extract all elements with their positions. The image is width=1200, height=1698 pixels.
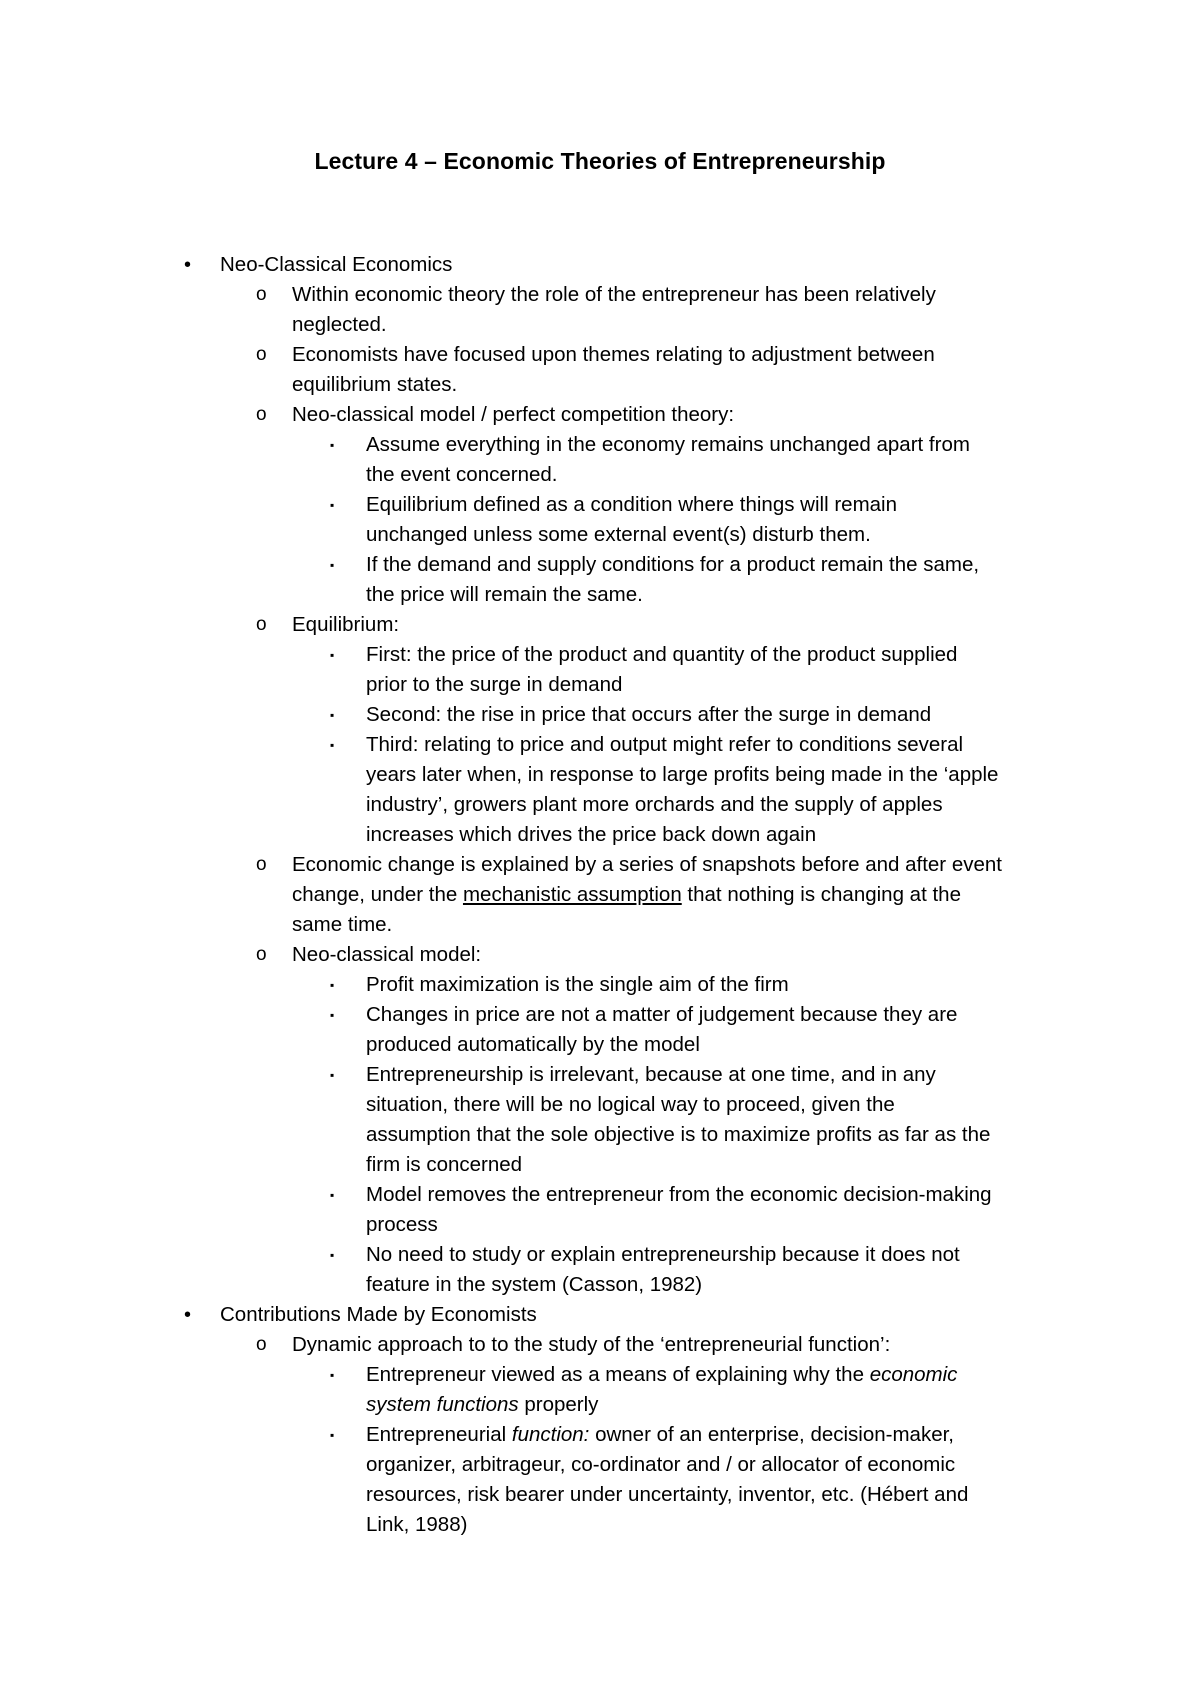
list-item-text: the event concerned. xyxy=(366,463,558,486)
list-item-text: Assume everything in the economy remains unchanged apart from xyxy=(366,433,970,456)
text-run: properly xyxy=(518,1393,599,1416)
list-item-text: Neo-classical model / perfect competition theory: xyxy=(292,403,735,426)
list-item-text xyxy=(366,1360,957,1390)
list-item-text: produced automatically by the model xyxy=(366,1033,700,1056)
list-item-text: Dynamic approach to to the study of the ‘entrepreneurial function’: xyxy=(292,1333,891,1356)
square-bullet-marker: ▪ xyxy=(330,978,335,992)
section-heading-neo-classical: Neo-Classical Economics xyxy=(220,253,453,276)
sub-bullet-marker: o xyxy=(256,284,267,305)
italic-term: economic xyxy=(869,1363,958,1386)
sub-bullet-marker: o xyxy=(256,1334,267,1355)
list-item-text xyxy=(366,1420,954,1450)
sub-bullet-marker: o xyxy=(256,344,267,365)
list-item-text: equilibrium states. xyxy=(292,373,458,396)
list-item-text: resources, risk bearer under uncertainty, inventor, etc. (Hébert and xyxy=(366,1483,969,1506)
list-item-text: Entrepreneurship is irrelevant, because at one time, and in any xyxy=(366,1063,936,1086)
square-bullet-marker: ▪ xyxy=(330,1068,335,1082)
text-run: that nothing is changing at the xyxy=(681,883,961,906)
section-heading-contributions: Contributions Made by Economists xyxy=(220,1303,537,1326)
list-item-text: increases which drives the price back down again xyxy=(366,823,817,846)
list-item-text: Within economic theory the role of the entrepreneur has been relatively xyxy=(292,283,936,306)
bullet-marker: • xyxy=(184,254,192,276)
page-title: Lecture 4 – Economic Theories of Entrepreneurship xyxy=(314,148,886,174)
list-item-text xyxy=(366,1390,598,1420)
sub-bullet-marker: o xyxy=(256,614,267,635)
underlined-term: mechanistic assumption xyxy=(462,883,682,906)
list-item-text: years later when, in response to large profits being made in the ‘apple xyxy=(366,763,999,786)
list-item-text: assumption that the sole objective is to maximize profits as far as the xyxy=(366,1123,991,1146)
square-bullet-marker: ▪ xyxy=(330,1188,335,1202)
square-bullet-marker: ▪ xyxy=(330,1428,335,1442)
list-item-text xyxy=(292,880,961,910)
list-item-text: Equilibrium: xyxy=(292,613,400,636)
square-bullet-marker: ▪ xyxy=(330,1008,335,1022)
italic-term: function: xyxy=(511,1423,590,1446)
square-bullet-marker: ▪ xyxy=(330,738,335,752)
list-item-text: industry’, growers plant more orchards and the supply of apples xyxy=(366,793,943,816)
list-item-text: If the demand and supply conditions for a product remain the same, xyxy=(366,553,980,576)
list-item-text: process xyxy=(366,1213,438,1236)
list-item-text: Economists have focused upon themes relating to adjustment between xyxy=(292,343,935,366)
text-run: Entrepreneur viewed as a means of explaining why the xyxy=(366,1363,870,1386)
sub-bullet-marker: o xyxy=(256,404,267,425)
square-bullet-marker: ▪ xyxy=(330,498,335,512)
list-item-text: the price will remain the same. xyxy=(366,583,643,606)
list-item-text: Neo-classical model: xyxy=(292,943,482,966)
text-run: owner of an enterprise, decision-maker, xyxy=(589,1423,955,1446)
list-item-text: Profit maximization is the single aim of the firm xyxy=(366,973,789,996)
list-item-text: Second: the rise in price that occurs after the surge in demand xyxy=(366,703,932,726)
list-item-text: Economic change is explained by a series of snapshots before and after event xyxy=(292,853,1002,876)
list-item-text: organizer, arbitrageur, co-ordinator and / or allocator of economic xyxy=(366,1453,956,1476)
list-item-text: situation, there will be no logical way to proceed, given the xyxy=(366,1093,895,1116)
square-bullet-marker: ▪ xyxy=(330,558,335,572)
list-item-text: Link, 1988) xyxy=(366,1513,468,1536)
list-item-text: neglected. xyxy=(292,313,387,336)
list-item-text: Model removes the entrepreneur from the economic decision-making xyxy=(366,1183,992,1206)
list-item-text: prior to the surge in demand xyxy=(366,673,623,696)
list-item-text: No need to study or explain entrepreneurship because it does not xyxy=(366,1243,960,1266)
list-item-text: same time. xyxy=(292,913,393,936)
list-item-text: First: the price of the product and quantity of the product supplied xyxy=(366,643,958,666)
list-item-text: firm is concerned xyxy=(366,1153,523,1176)
square-bullet-marker: ▪ xyxy=(330,1248,335,1262)
list-item-text: unchanged unless some external event(s) disturb them. xyxy=(366,523,871,546)
list-item-text: Third: relating to price and output might refer to conditions several xyxy=(366,733,964,756)
list-item-text: Changes in price are not a matter of judgement because they are xyxy=(366,1003,958,1026)
sub-bullet-marker: o xyxy=(256,854,267,875)
sub-bullet-marker: o xyxy=(256,944,267,965)
text-run: change, under the xyxy=(292,883,463,906)
bullet-marker: • xyxy=(184,1304,192,1326)
square-bullet-marker: ▪ xyxy=(330,1368,335,1382)
square-bullet-marker: ▪ xyxy=(330,438,335,452)
list-item-text: feature in the system (Casson, 1982) xyxy=(366,1273,703,1296)
list-item-text: Equilibrium defined as a condition where things will remain xyxy=(366,493,897,516)
square-bullet-marker: ▪ xyxy=(330,648,335,662)
square-bullet-marker: ▪ xyxy=(330,708,335,722)
text-run: Entrepreneurial xyxy=(366,1423,512,1446)
italic-term: system functions xyxy=(366,1393,519,1416)
